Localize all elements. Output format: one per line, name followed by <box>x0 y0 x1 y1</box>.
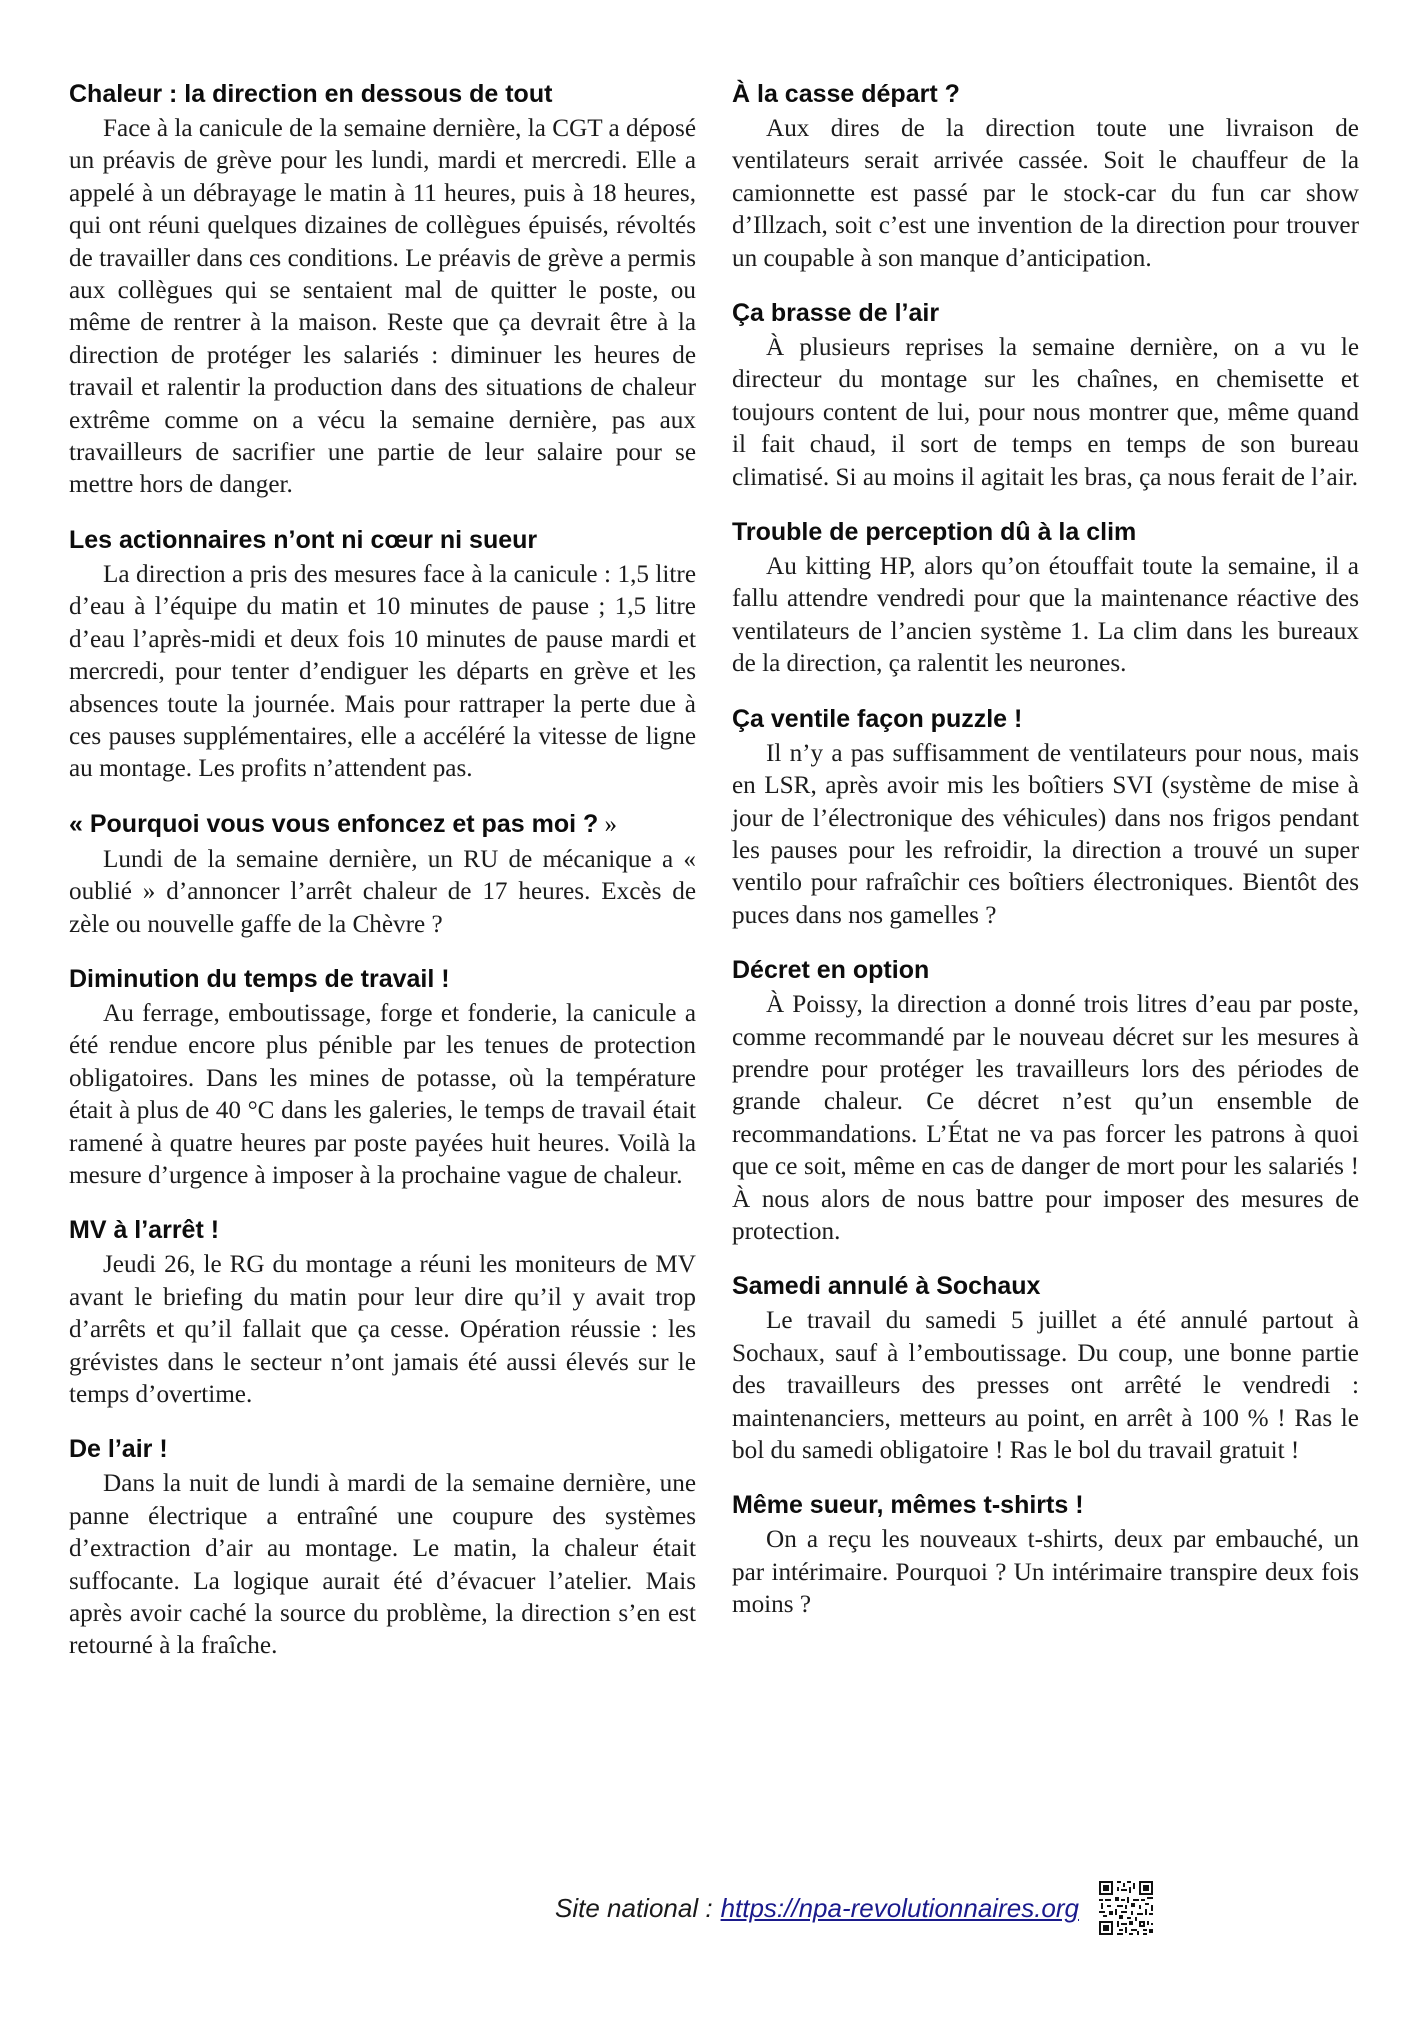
footer <box>555 1882 1155 1934</box>
article-title-text: « Pourquoi vous vous enfoncez et pas moi ? <box>69 809 599 838</box>
article-body: Au ferrage, emboutissage, forge et fonderie, la canicule a été rendue encore plus pénible par les tenues de protection obligatoires. Dans les mines de potasse, où la température était à plus de 40 °C dans les galeries, le temps de travail était ramené à quatre heures par poste payées huit heures. Voilà la mesure d’urgence à imposer à la prochaine vague de chaleur. <box>69 999 696 1189</box>
article-body: Aux dires de la direction toute une livraison de ventilateurs serait arrivée cassée. Soit le chauffeur de la camionnette est passé par le stock-car du fun car show d’Illzach, soit c’est une invention de la direction pour trouver un coupable à son manque d’anticipation. <box>732 115 1359 272</box>
footer-label: Site national : <box>555 1892 713 1923</box>
article-body: On a reçu les nouveaux t-shirts, deux par embauché, un par intérimaire. Pourquoi ? Un intérimaire transpire deux fois moins ? <box>732 1526 1359 1619</box>
article-title: Chaleur : la direction en dessous de tout <box>69 80 553 108</box>
article-title: Samedi annulé à Sochaux <box>732 1272 1041 1301</box>
article-meme-sueur <box>732 1489 1359 1621</box>
article-body: Il n’y a pas suffisamment de ventilateurs pour nous, mais en LSR, après avoir mis les boîtiers SVI (système de mise à jour de l’électronique des véhicules) dans nos frigos pendant les pauses pour les refroidir, la direction a trouvé un super ventilo pour rafraîchir ces boîtiers électroniques. Bientôt des puces dans nos gamelles ? <box>732 739 1359 929</box>
article-title: Les actionnaires n’ont ni cœur ni sueur <box>69 525 538 554</box>
article-title: De l’air ! <box>69 1435 168 1464</box>
article-title: MV à l’arrêt ! <box>69 1216 220 1245</box>
site-link[interactable]: https://npa-revolutionnaires.org <box>720 1892 1079 1923</box>
article-body: Jeudi 26, le RG du montage a réuni les moniteurs de MV avant le briefing du matin pour leur dire qu’il y avait trop d’arrêts et qu’il fallait que ça cesse. Opération réussie : les grévistes dans le secteur n’ont jamais été aussi élevés sur le temps d’overtime. <box>69 1251 696 1408</box>
article-body: À plusieurs reprises la semaine dernière, on a vu le directeur du montage sur les chaînes, en chemisette et toujours content de lui, pour nous montrer que, même quand il fait chaud, il sort de temps en temps de son bureau climatisé. Si au moins il agitait les bras, ça nous ferait de l’air. <box>732 334 1359 491</box>
article-title: Trouble de perception dû à la clim <box>732 518 1137 547</box>
article-trouble-perception <box>732 516 1359 681</box>
article-title: Même sueur, mêmes t-shirts ! <box>732 1491 1084 1520</box>
article-de-l-air <box>69 1433 696 1662</box>
left-column <box>69 78 696 1685</box>
article-chaleur <box>69 78 696 502</box>
qr-code-icon <box>1097 1879 1155 1937</box>
article-body: Lundi de la semaine dernière, un RU de mécanique a « oublié » d’annoncer l’arrêt chaleur de 17 heures. Excès de zèle ou nouvelle gaffe de la Chèvre ? <box>69 845 696 938</box>
article-body: Le travail du samedi 5 juillet a été annulé partout à Sochaux, sauf à l’emboutissage. Du coup, une bonne partie des travailleurs des presses ont arrêté le vendredi : maintenanciers, metteurs au point, en arrêt à 100 % ! Ras le bol du samedi obligatoire ! Ras le bol du travail gratuit ! <box>732 1307 1359 1464</box>
article-ventile-puzzle <box>732 703 1359 932</box>
article-actionnaires <box>69 524 696 786</box>
article-title <box>69 808 696 841</box>
article-pourquoi <box>69 808 696 941</box>
article-title-tail: » <box>598 810 617 838</box>
article-body: Face à la canicule de la semaine dernière, la CGT a déposé un préavis de grève pour les lundi, mardi et mercredi. Elle a appelé à un débrayage le matin à 11 heures, puis à 18 heures, qui ont réuni quelques dizaines de collègues épuisés, révoltés de travailler dans ces conditions. Le préavis de grève a permis aux collègues qui se sentaient mal de quitter le poste, ou même de rentrer à la maison. Reste que ça devrait être à la direction de protéger les salariés : diminuer les heures de travail et ralentir la production dans des situations de chaleur extrême comme on a vécu la semaine dernière, pas aux travailleurs de sacrifier une partie de leur salaire pour se mettre hors de danger. <box>69 115 696 499</box>
article-body: La direction a pris des mesures face à la canicule : 1,5 litre d’eau à l’équipe du matin et 10 minutes de pause ; 1,5 litre d’eau l’après-midi et deux fois 10 minutes de pause mardi et mercredi, pour tenter d’endiguer les départs en grève et les absences toute la journée. Mais pour rattraper la perte due à ces pauses supplémentaires, elle a accéléré la vitesse de ligne au montage. Les profits n’attendent pas. <box>69 560 696 783</box>
article-title: Décret en option <box>732 956 930 985</box>
article-body: Au kitting HP, alors qu’on étouffait toute la semaine, il a fallu attendre vendredi pour que la maintenance réactive des ventilateurs de l’ancien système 1. La clim dans les bureaux de la direction, ça ralentit les neurones. <box>732 553 1359 678</box>
article-mv-arret <box>69 1214 696 1411</box>
article-samedi-annule <box>732 1270 1359 1467</box>
article-decret-option <box>732 954 1359 1248</box>
newsletter-page <box>69 78 1359 1838</box>
right-column <box>732 78 1359 1644</box>
article-brasse-air <box>732 297 1359 494</box>
article-diminution <box>69 963 696 1192</box>
article-title: Ça ventile façon puzzle ! <box>732 704 1023 733</box>
article-body: À Poissy, la direction a donné trois litres d’eau par poste, comme recommandé par le nouveau décret sur les mesures à prendre pour protéger les travailleurs lors des périodes de grande chaleur. Ce décret n’est qu’un ensemble de recommandations. L’État ne va pas forcer les patrons à quoi que ce soit, même en cas de danger de mort pour les salariés ! À nous alors de nous battre pour imposer des mesures de protection. <box>732 991 1359 1245</box>
article-casse-depart <box>732 78 1359 275</box>
article-title: Diminution du temps de travail ! <box>69 964 450 993</box>
article-title: À la casse départ ? <box>732 80 960 108</box>
article-title: Ça brasse de l’air <box>732 299 940 328</box>
article-body: Dans la nuit de lundi à mardi de la semaine dernière, une panne électrique a entraîné une coupure des systèmes d’extraction d’air au montage. Le matin, la chaleur était suffocante. La logique aurait été d’évacuer l’atelier. Mais après avoir caché la source du problème, la direction s’en est retourné à la fraîche. <box>69 1470 696 1660</box>
